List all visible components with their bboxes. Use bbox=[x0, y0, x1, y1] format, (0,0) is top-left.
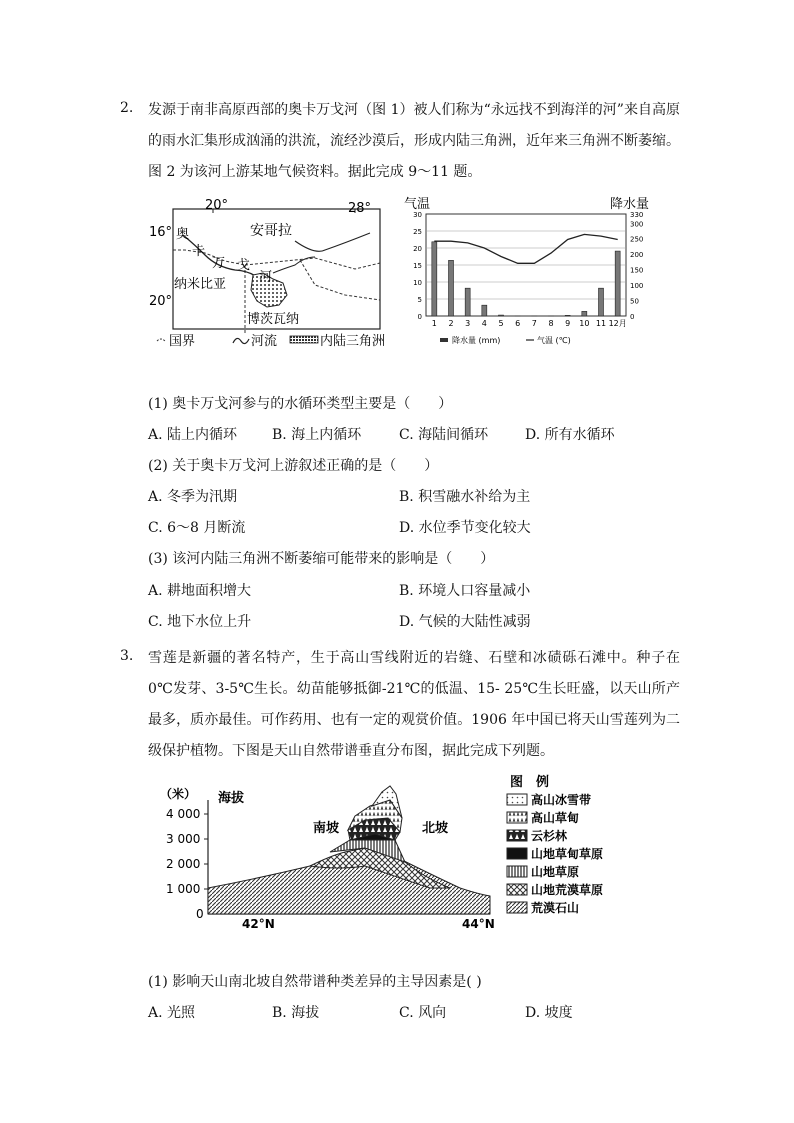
q3-sub1-option-b[interactable]: B. 海拔 bbox=[272, 1005, 320, 1021]
map-label-namibia: 纳米比亚 bbox=[174, 277, 227, 292]
q2-sub3-option-d[interactable]: D. 气候的大陆性减弱 bbox=[399, 614, 531, 630]
temperature-line bbox=[434, 234, 617, 263]
chart-right-tick: 330 bbox=[630, 211, 644, 219]
q3-sub1-option-d[interactable]: D. 坡度 bbox=[525, 1005, 573, 1021]
chart-right-tick: 200 bbox=[630, 251, 644, 260]
chart-x-tick: 8 bbox=[548, 319, 554, 328]
legend-border-label: 国界 bbox=[169, 334, 196, 349]
q2-sub1-option-a[interactable]: A. 陆上内循环 bbox=[148, 427, 238, 443]
q2-sub2-option-d[interactable]: D. 水位季节变化较大 bbox=[399, 520, 531, 536]
profile-ytick-1000: 1 000 bbox=[166, 882, 201, 896]
map-lat-16: 16° bbox=[149, 225, 173, 240]
profile-unit: （米） bbox=[160, 787, 197, 801]
chart-ylabel-right: 降水量 bbox=[610, 197, 650, 212]
profile-south-slope: 南坡 bbox=[313, 821, 340, 836]
chart-x-tick: 6 bbox=[515, 319, 521, 328]
q3-sub1-option-c[interactable]: C. 风向 bbox=[399, 1005, 447, 1021]
chart-x-tick: 2 bbox=[448, 319, 454, 328]
q2-sub2-option-c[interactable]: C. 6～8 月断流 bbox=[148, 520, 246, 536]
legend-delta-label: 内陆三角洲 bbox=[320, 334, 386, 349]
precip-bar bbox=[582, 311, 587, 316]
q2-sub2-option-b[interactable]: B. 积雪融水补给为主 bbox=[399, 489, 531, 505]
chart-x-tick: 11 bbox=[595, 319, 607, 328]
chart-right-tick: 250 bbox=[630, 235, 644, 244]
chart-left-tick: 5 bbox=[417, 296, 422, 304]
chart-x-tick: 3 bbox=[465, 319, 471, 328]
delta-legend-icon bbox=[290, 336, 318, 343]
legend-steppe: 山地草原 bbox=[531, 865, 580, 879]
chart-left-tick: 25 bbox=[413, 228, 422, 236]
q2-sub1-stem: (1) 奥卡万戈河参与的水循环类型主要是（ ） bbox=[148, 396, 453, 412]
precip-bar bbox=[432, 242, 437, 316]
chart-right-tick: 300 bbox=[630, 220, 644, 229]
profile-xlabel-42n: 42°N bbox=[242, 917, 275, 931]
river-char-5: 河 bbox=[259, 270, 273, 285]
legend-precip-swatch bbox=[440, 338, 448, 342]
profile-altitude-label: 海拔 bbox=[218, 791, 245, 806]
q3-sub1-stem: (1) 影响天山南北坡自然带谱种类差异的主导因素是( ) bbox=[148, 974, 482, 990]
chart-x-tick: 9 bbox=[565, 319, 571, 328]
precip-bar bbox=[599, 288, 604, 316]
chart-x-tick: 12月 bbox=[608, 319, 627, 328]
precip-bar bbox=[565, 315, 570, 316]
precip-bar bbox=[465, 288, 470, 316]
river-char-4: 戈 bbox=[237, 258, 251, 273]
chart-right-tick: 50 bbox=[630, 297, 639, 306]
profile-legend-title: 图 例 bbox=[510, 775, 550, 790]
q2-sub3-option-c[interactable]: C. 地下水位上升 bbox=[148, 614, 252, 630]
chart-x-tick: 4 bbox=[481, 319, 487, 328]
legend-alpine-meadow: 高山草甸 bbox=[531, 811, 580, 825]
chart-x-tick: 10 bbox=[579, 319, 590, 328]
river-legend-icon bbox=[233, 338, 249, 343]
profile-ytick-3000: 3 000 bbox=[166, 832, 201, 846]
legend-ice-snow: 高山冰雪带 bbox=[531, 793, 592, 807]
question-3-text: 雪莲是新疆的著名特产，生于高山雪线附近的岩缝、石壁和冰碛砾石滩中。种子在 0℃发芽、3-5℃生长。幼苗能够抵御-21℃的低温、15- 25℃生长旺盛，以天山所产最多，质亦最佳。可作药用、也有一定的观赏价值。1906 年中国已将天山雪莲列为二级保护植物。下图是天山自然带谱垂直分布图，据此完成下列题。 bbox=[148, 650, 680, 759]
map-label-botswana: 博茨瓦纳 bbox=[247, 312, 300, 327]
border-legend-icon bbox=[157, 339, 165, 341]
legend-river-label: 河流 bbox=[251, 334, 278, 349]
precip-bar bbox=[615, 251, 620, 316]
q2-sub1-option-d[interactable]: D. 所有水循环 bbox=[525, 427, 615, 443]
legend-steppe-meadow: 山地草甸草原 bbox=[531, 847, 604, 861]
legend-desert-rock: 荒漠石山 bbox=[531, 901, 580, 915]
climate-chart bbox=[398, 194, 668, 354]
q2-sub3-stem: (3) 该河内陆三角洲不断萎缩可能带来的影响是（ ） bbox=[148, 551, 495, 567]
chart-right-tick: 150 bbox=[630, 266, 644, 275]
q2-sub2-stem: (2) 关于奥卡万戈河上游叙述正确的是（ ） bbox=[148, 458, 439, 474]
river-char-2: 卡 bbox=[192, 244, 206, 259]
q2-sub3-option-a[interactable]: A. 耕地面积增大 bbox=[148, 583, 252, 599]
q2-sub1-option-c[interactable]: C. 海陆间循环 bbox=[399, 427, 489, 443]
map-lat-20: 20° bbox=[149, 294, 173, 309]
map-label-angola: 安哥拉 bbox=[250, 223, 292, 239]
profile-north-slope: 北坡 bbox=[422, 821, 449, 836]
river-char-1: 奥 bbox=[176, 227, 190, 242]
zambezi-river bbox=[295, 233, 370, 251]
chart-left-tick: 30 bbox=[413, 211, 422, 219]
chart-ylabel-left: 气温 bbox=[404, 197, 431, 212]
precip-bar bbox=[482, 305, 487, 316]
chart-left-tick: 15 bbox=[413, 262, 422, 270]
map-lon-28: 28° bbox=[348, 201, 372, 216]
q2-sub3-option-b[interactable]: B. 环境人口容量减小 bbox=[399, 583, 531, 599]
question-2-text: 发源于南非高原西部的奥卡万戈河（图 1）被人们称为“永远找不到海洋的河”来自高原的雨水汇集形成汹涌的洪流，流经沙漠后，形成内陆三角洲，近年来三角洲不断萎缩。图 2 为该河上游某地气候资料。据此完成 9～11 题。 bbox=[148, 102, 680, 180]
q3-sub1-option-a[interactable]: A. 光照 bbox=[148, 1005, 196, 1021]
map-lon-20: 20° bbox=[205, 198, 229, 213]
q2-sub1-option-b[interactable]: B. 海上内循环 bbox=[272, 427, 362, 443]
chart-x-tick: 5 bbox=[498, 319, 504, 328]
okavango-map bbox=[149, 195, 400, 350]
profile-ytick-2000: 2 000 bbox=[166, 857, 201, 871]
chart-right-tick: 0 bbox=[630, 313, 635, 321]
legend-spruce: 云杉林 bbox=[531, 829, 568, 843]
precip-bar bbox=[499, 315, 504, 316]
chart-right-tick: 100 bbox=[630, 282, 644, 291]
chart-left-tick: 0 bbox=[417, 313, 422, 321]
chart-left-tick: 10 bbox=[413, 279, 422, 287]
legend-precip-label: 降水量 (mm) bbox=[452, 336, 501, 345]
chart-x-tick: 7 bbox=[531, 319, 537, 328]
q2-sub2-option-a[interactable]: A. 冬季为汛期 bbox=[148, 489, 238, 505]
question-2-number: 2. bbox=[120, 100, 134, 116]
river-char-3: 万 bbox=[212, 256, 226, 271]
chart-left-tick: 20 bbox=[413, 245, 422, 253]
border-angola-namibia bbox=[173, 250, 245, 265]
question-3-number: 3. bbox=[120, 648, 134, 664]
tianshan-profile bbox=[160, 770, 620, 930]
border-botswana-north bbox=[245, 258, 380, 269]
legend-desert-steppe: 山地荒漠草原 bbox=[531, 883, 604, 897]
profile-ytick-4000: 4 000 bbox=[166, 807, 201, 821]
chart-x-tick: 1 bbox=[431, 319, 437, 328]
profile-xlabel-44n: 44°N bbox=[462, 917, 495, 931]
profile-ytick-0: 0 bbox=[196, 907, 204, 921]
precip-bar bbox=[449, 260, 454, 316]
legend-temp-label: 气温 (℃) bbox=[537, 336, 571, 345]
